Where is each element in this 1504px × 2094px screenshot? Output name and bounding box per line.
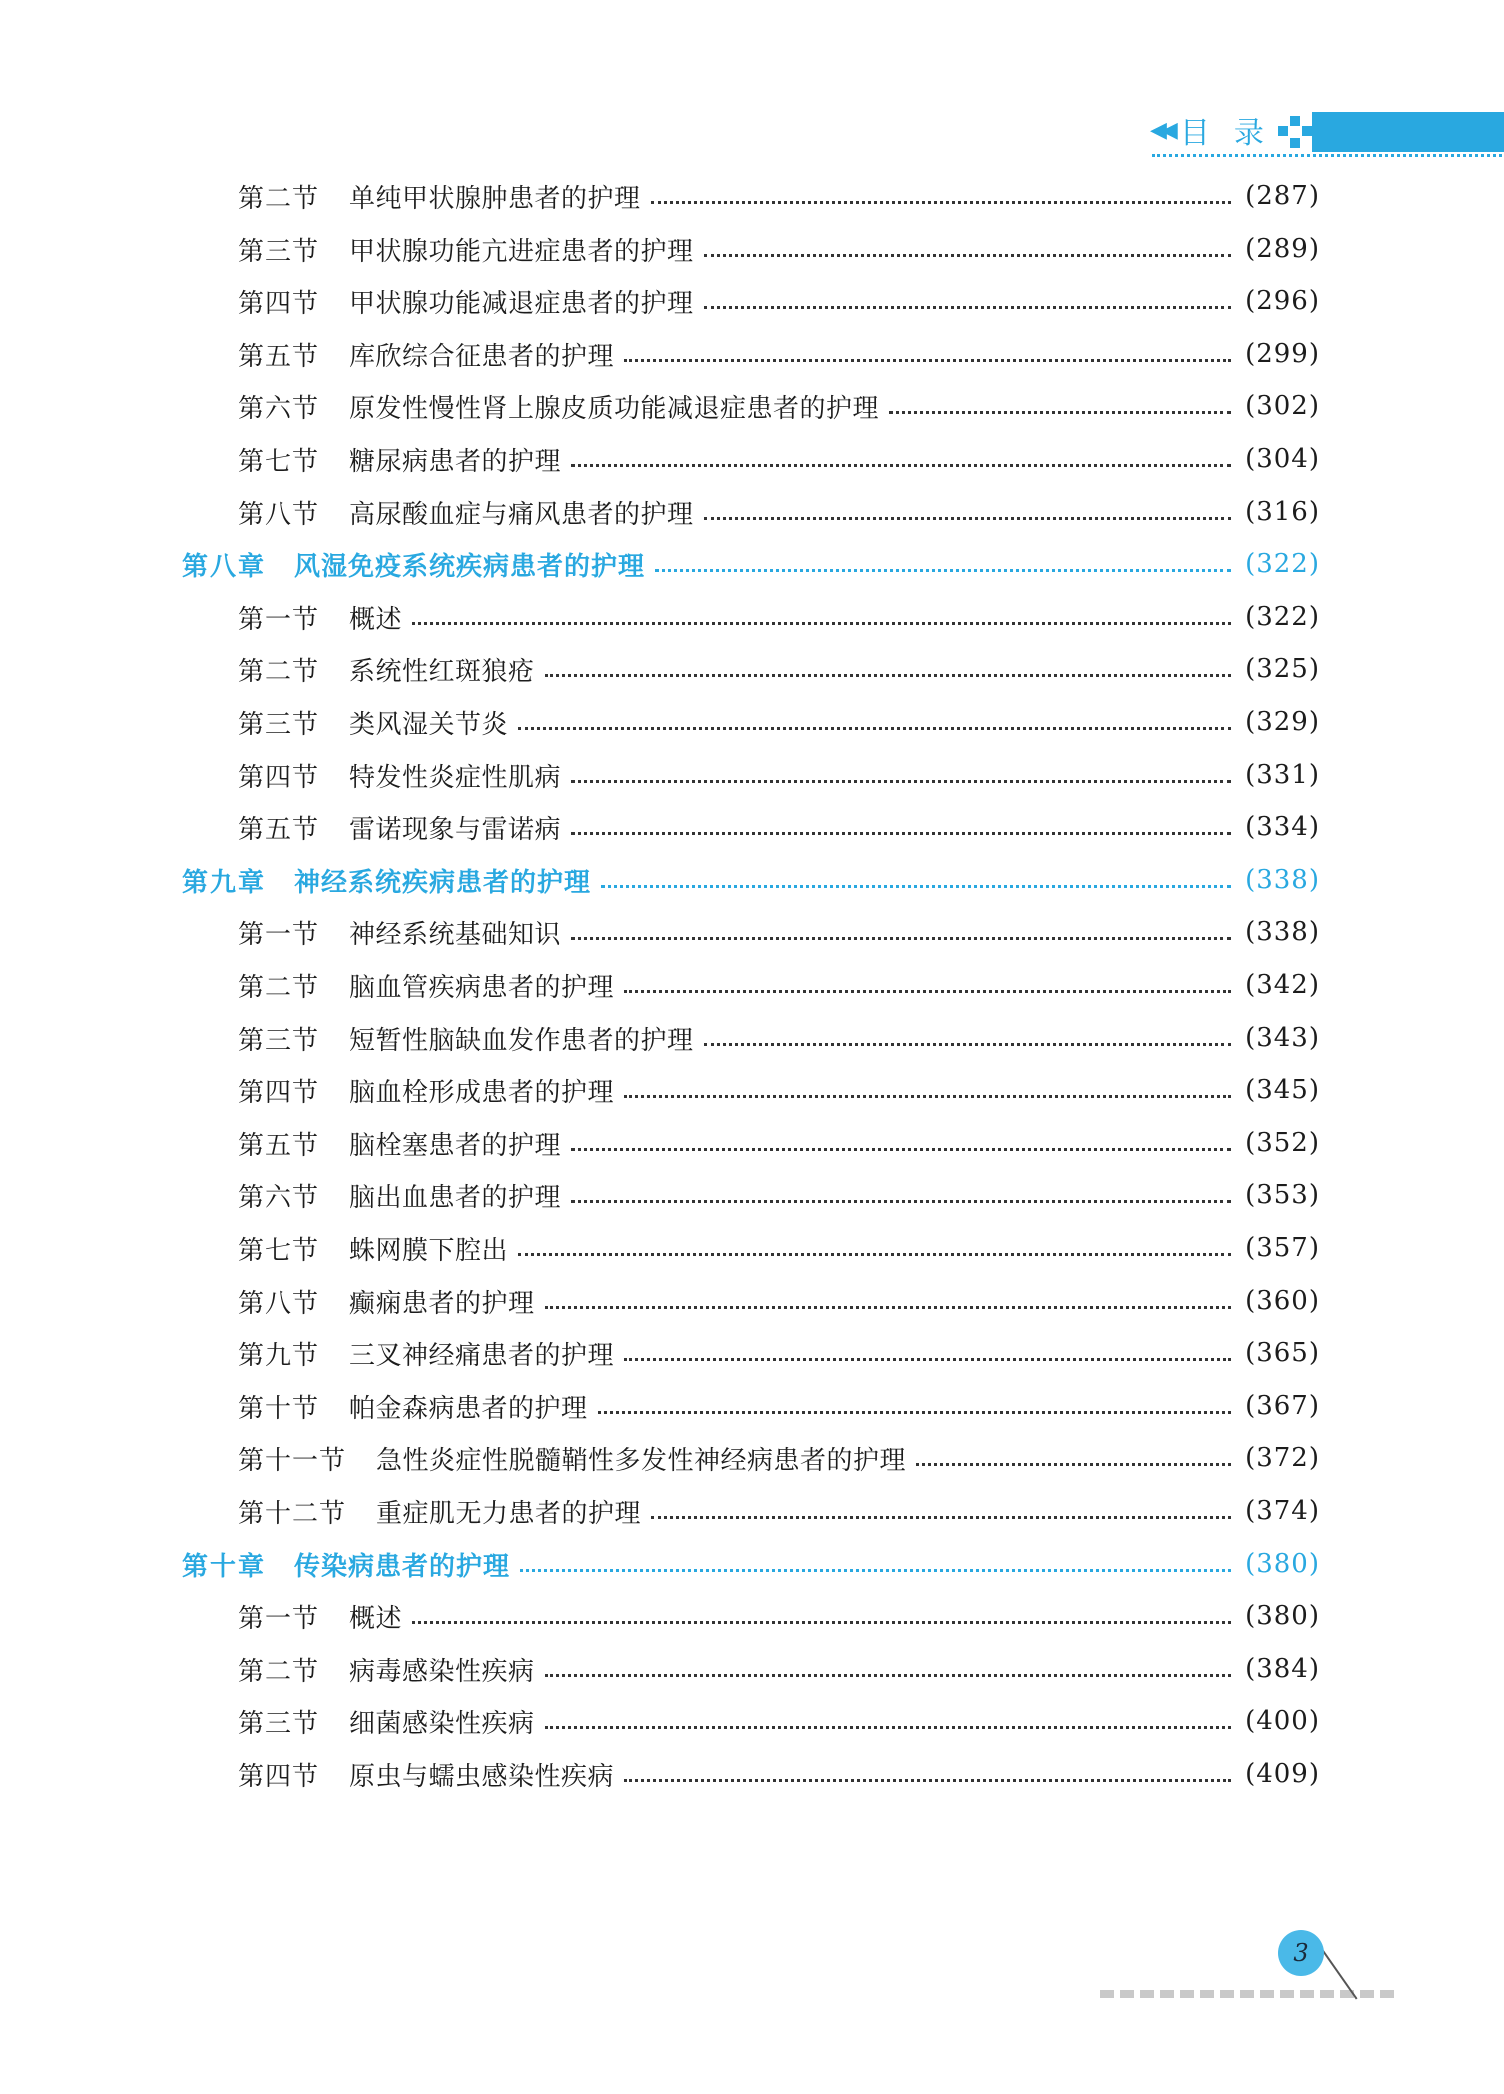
toc-section-row[interactable] <box>238 1695 1320 1747</box>
toc-section-row[interactable] <box>238 1012 1320 1064</box>
toc-entry-title: 概述 <box>349 604 403 635</box>
toc-dot-leader <box>412 1621 1231 1624</box>
toc-entry-number: 第三节 <box>238 236 320 267</box>
toc-entry-page: (380) <box>1245 1549 1320 1579</box>
toc-entry-number: 第八章 <box>182 551 267 582</box>
toc-section-row[interactable] <box>238 170 1320 222</box>
toc-entry-number: 第九节 <box>238 1340 320 1371</box>
toc-dot-leader <box>624 1358 1231 1361</box>
toc-entry-page: (329) <box>1245 707 1320 737</box>
toc-entry-title: 脑血管疾病患者的护理 <box>349 972 615 1003</box>
toc-section-row[interactable] <box>238 1064 1320 1116</box>
toc-entry-page: (353) <box>1245 1180 1320 1210</box>
toc-entry-number: 第十一节 <box>238 1445 347 1476</box>
toc-entry-number: 第一节 <box>238 919 320 950</box>
page-header <box>1150 106 1504 156</box>
toc-dot-leader <box>704 306 1232 309</box>
toc-entry-title: 传染病患者的护理 <box>294 1551 511 1582</box>
toc-entry-title: 帕金森病患者的护理 <box>349 1393 588 1424</box>
toc-section-row[interactable] <box>238 1169 1320 1221</box>
toc-dot-leader <box>545 1306 1232 1309</box>
toc-dot-leader <box>651 201 1232 204</box>
toc-entry-title: 甲状腺功能亢进症患者的护理 <box>349 236 694 267</box>
toc-entry-page: (287) <box>1245 181 1320 211</box>
toc-dot-leader <box>571 780 1231 783</box>
toc-dot-leader <box>520 1569 1231 1572</box>
toc-entry-title: 脑栓塞患者的护理 <box>349 1130 562 1161</box>
toc-section-row[interactable] <box>238 1275 1320 1327</box>
toc-entry-number: 第十二节 <box>238 1498 347 1529</box>
toc-dot-leader <box>704 1043 1232 1046</box>
toc-entry-page: (334) <box>1245 812 1320 842</box>
toc-section-row[interactable] <box>238 1643 1320 1695</box>
toc-dot-leader <box>624 1779 1231 1782</box>
toc-entry-number: 第二节 <box>238 656 320 687</box>
toc-entry-page: (325) <box>1245 654 1320 684</box>
toc-entry-number: 第七节 <box>238 446 320 477</box>
toc-entry-number: 第六节 <box>238 393 320 424</box>
toc-entry-title: 脑血栓形成患者的护理 <box>349 1077 615 1108</box>
contents-title-char-2: 录 <box>1233 116 1266 151</box>
toc-entry-number: 第十章 <box>182 1551 267 1582</box>
toc-entry-page: (302) <box>1245 391 1320 421</box>
header-accent-bar <box>1320 112 1504 152</box>
toc-entry-title: 库欣综合征患者的护理 <box>349 341 615 372</box>
toc-entry-page: (338) <box>1245 917 1320 947</box>
toc-entry-title: 高尿酸血症与痛风患者的护理 <box>349 499 694 530</box>
toc-entry-page: (316) <box>1245 497 1320 527</box>
toc-entry-title: 原虫与蠕虫感染性疾病 <box>349 1761 615 1792</box>
toc-section-row[interactable] <box>238 486 1320 538</box>
contents-title <box>1150 108 1266 152</box>
toc-entry-title: 重症肌无力患者的护理 <box>376 1498 642 1529</box>
toc-dot-leader <box>601 885 1231 888</box>
toc-dot-leader <box>571 937 1231 940</box>
toc-entry-page: (360) <box>1245 1286 1320 1316</box>
toc-entry-title: 细菌感染性疾病 <box>349 1708 535 1739</box>
toc-entry-page: (322) <box>1245 602 1320 632</box>
toc-chapter-row[interactable] <box>182 1538 1320 1590</box>
toc-dot-leader <box>518 727 1231 730</box>
toc-entry-page: (380) <box>1245 1601 1320 1631</box>
toc-dot-leader <box>889 411 1231 414</box>
toc-chapter-row[interactable] <box>182 538 1320 590</box>
toc-entry-number: 第五节 <box>238 341 320 372</box>
toc-dot-leader <box>571 464 1231 467</box>
toc-entry-page: (338) <box>1245 865 1320 895</box>
toc-section-row[interactable] <box>238 223 1320 275</box>
page-number-badge: 3 <box>1278 1930 1324 1976</box>
toc-section-row[interactable] <box>238 1432 1320 1484</box>
header-pixel-squares-icon <box>1278 112 1322 152</box>
toc-entry-title: 短暂性脑缺血发作患者的护理 <box>349 1025 694 1056</box>
toc-entry-page: (409) <box>1245 1759 1320 1789</box>
toc-dot-leader <box>571 832 1231 835</box>
toc-entry-page: (365) <box>1245 1338 1320 1368</box>
toc-section-row[interactable] <box>238 1748 1320 1800</box>
toc-section-row[interactable] <box>238 380 1320 432</box>
toc-dot-leader <box>545 1726 1232 1729</box>
toc-entry-page: (400) <box>1245 1706 1320 1736</box>
toc-entry-number: 第十节 <box>238 1393 320 1424</box>
toc-entry-number: 第五节 <box>238 814 320 845</box>
toc-dot-leader <box>624 359 1231 362</box>
toc-section-row[interactable] <box>238 328 1320 380</box>
toc-dot-leader <box>655 569 1231 572</box>
toc-entry-title: 蛛网膜下腔出 <box>349 1235 509 1266</box>
toc-section-row[interactable] <box>238 1485 1320 1537</box>
toc-entry-number: 第二节 <box>238 183 320 214</box>
toc-entry-title: 急性炎症性脱髓鞘性多发性神经病患者的护理 <box>376 1445 907 1476</box>
toc-entry-page: (331) <box>1245 760 1320 790</box>
toc-entry-page: (352) <box>1245 1128 1320 1158</box>
toc-entry-page: (296) <box>1245 286 1320 316</box>
toc-section-row[interactable] <box>238 433 1320 485</box>
toc-section-row[interactable] <box>238 959 1320 1011</box>
toc-dot-leader <box>571 1148 1231 1151</box>
toc-section-row[interactable] <box>238 749 1320 801</box>
toc-section-row[interactable] <box>238 1222 1320 1274</box>
toc-section-row[interactable] <box>238 1380 1320 1432</box>
toc-entry-page: (384) <box>1245 1654 1320 1684</box>
toc-entry-number: 第四节 <box>238 762 320 793</box>
toc-section-row[interactable] <box>238 275 1320 327</box>
toc-dot-leader <box>518 1253 1231 1256</box>
toc-entry-title: 脑出血患者的护理 <box>349 1182 562 1213</box>
toc-entry-number: 第二节 <box>238 1656 320 1687</box>
toc-section-row[interactable] <box>238 1327 1320 1379</box>
toc-section-row[interactable] <box>238 906 1320 958</box>
toc-entry-page: (345) <box>1245 1075 1320 1105</box>
toc-dot-leader <box>412 622 1231 625</box>
toc-section-row[interactable] <box>238 1117 1320 1169</box>
toc-entry-page: (367) <box>1245 1391 1320 1421</box>
toc-entry-title: 神经系统基础知识 <box>349 919 562 950</box>
toc-entry-page: (343) <box>1245 1023 1320 1053</box>
toc-dot-leader <box>545 1674 1232 1677</box>
toc-dot-leader <box>598 1411 1232 1414</box>
toc-dot-leader <box>624 990 1231 993</box>
toc-entry-number: 第二节 <box>238 972 320 1003</box>
toc-entry-title: 病毒感染性疾病 <box>349 1656 535 1687</box>
toc-entry-title: 特发性炎症性肌病 <box>349 762 562 793</box>
toc-entry-title: 癫痫患者的护理 <box>349 1288 535 1319</box>
toc-entry-number: 第八节 <box>238 499 320 530</box>
toc-entry-title: 糖尿病患者的护理 <box>349 446 562 477</box>
toc-dot-leader <box>571 1200 1231 1203</box>
toc-section-row[interactable] <box>238 1590 1320 1642</box>
toc-entry-title: 甲状腺功能减退症患者的护理 <box>349 288 694 319</box>
toc-entry-page: (342) <box>1245 970 1320 1000</box>
toc-entry-number: 第五节 <box>238 1130 320 1161</box>
toc-entry-page: (299) <box>1245 339 1320 369</box>
header-dotted-rule <box>1152 154 1502 157</box>
toc-entry-number: 第四节 <box>238 1761 320 1792</box>
toc-entry-number: 第三节 <box>238 1025 320 1056</box>
toc-entry-title: 类风湿关节炎 <box>349 709 509 740</box>
page-footer <box>1100 1920 1400 2010</box>
toc-dot-leader <box>624 1095 1231 1098</box>
toc-entry-title: 神经系统疾病患者的护理 <box>294 867 592 898</box>
toc-dot-leader <box>916 1463 1231 1466</box>
toc-entry-title: 风湿免疫系统疾病患者的护理 <box>294 551 646 582</box>
toc-section-row[interactable] <box>238 696 1320 748</box>
toc-dot-leader <box>651 1516 1231 1519</box>
toc-entry-number: 第一节 <box>238 1603 320 1634</box>
toc-chapter-row[interactable] <box>182 854 1320 906</box>
toc-entry-number: 第八节 <box>238 1288 320 1319</box>
toc-dot-leader <box>704 517 1232 520</box>
toc-entry-title: 概述 <box>349 1603 403 1634</box>
toc-entry-number: 第六节 <box>238 1182 320 1213</box>
toc-entry-number: 第四节 <box>238 1077 320 1108</box>
toc-entry-page: (304) <box>1245 444 1320 474</box>
double-left-arrow-icon: ◀◀ <box>1150 117 1172 143</box>
toc-entry-page: (289) <box>1245 234 1320 264</box>
toc-entry-number: 第三节 <box>238 1708 320 1739</box>
toc-entry-title: 单纯甲状腺肿患者的护理 <box>349 183 641 214</box>
toc-entry-number: 第七节 <box>238 1235 320 1266</box>
toc-entry-page: (374) <box>1245 1496 1320 1526</box>
toc-dot-leader <box>704 254 1232 257</box>
toc-entry-title: 三叉神经痛患者的护理 <box>349 1340 615 1371</box>
toc-entry-number: 第九章 <box>182 867 267 898</box>
toc-entry-title: 原发性慢性肾上腺皮质功能减退症患者的护理 <box>349 393 880 424</box>
toc-section-row[interactable] <box>238 643 1320 695</box>
toc-dot-leader <box>545 674 1232 677</box>
toc-entry-number: 第三节 <box>238 709 320 740</box>
toc-section-row[interactable] <box>238 591 1320 643</box>
toc-entry-title: 雷诺现象与雷诺病 <box>349 814 562 845</box>
toc-entry-page: (322) <box>1245 549 1320 579</box>
toc-entry-number: 第四节 <box>238 288 320 319</box>
toc-entry-page: (372) <box>1245 1443 1320 1473</box>
toc-entry-title: 系统性红斑狼疮 <box>349 656 535 687</box>
toc-entry-page: (357) <box>1245 1233 1320 1263</box>
toc-entry-number: 第一节 <box>238 604 320 635</box>
contents-title-char-1: 目 <box>1179 116 1212 151</box>
toc-section-row[interactable] <box>238 801 1320 853</box>
